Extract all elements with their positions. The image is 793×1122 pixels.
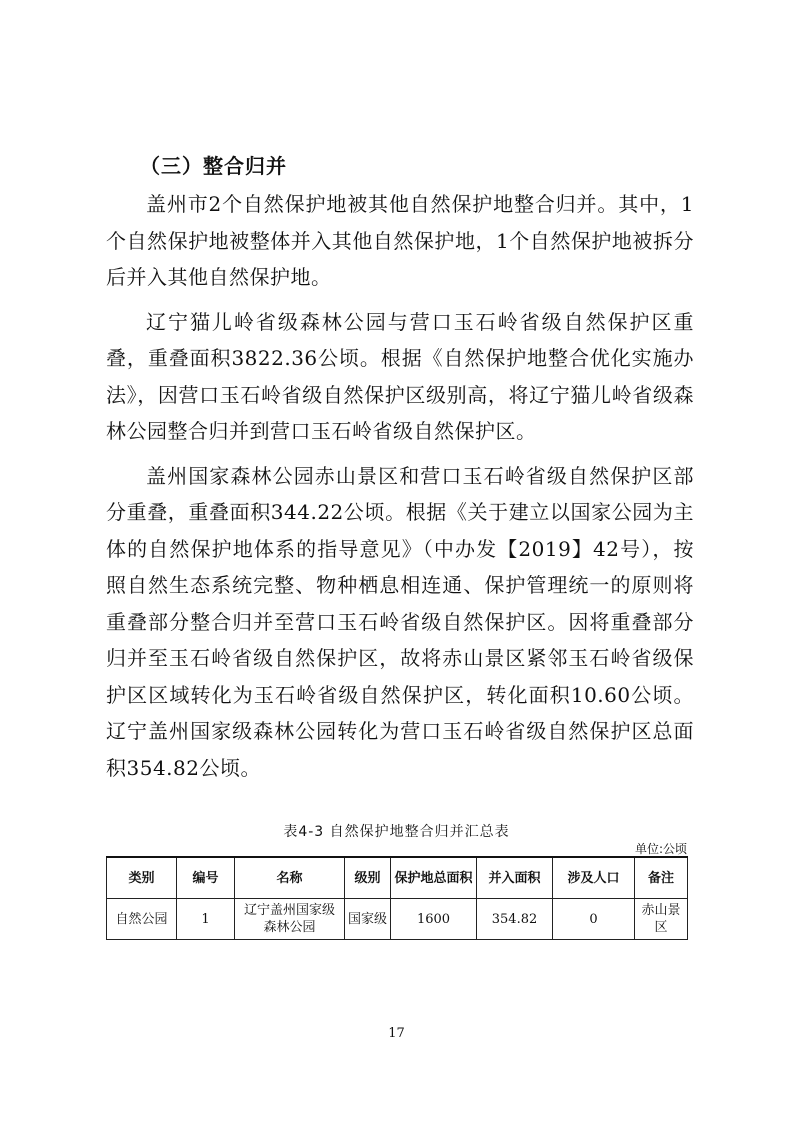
paragraph-1: 盖州市2个自然保护地被其他自然保护地整合归并。其中，1个自然保护地被整体并入其他自然保护地，1个自然保护地被拆分后并入其他自然保护地。: [106, 192, 694, 289]
table-header-row: [107, 857, 688, 899]
summary-table: [106, 856, 688, 940]
section-heading: （三）整合归并: [140, 154, 287, 178]
header-merged-area: 并入面积: [477, 857, 553, 899]
paragraph-2: 辽宁猫儿岭省级森林公园与营口玉石岭省级自然保护区重叠，重叠面积3822.36公顷。根据《自然保护地整合优化实施办法》，因营口玉石岭省级自然保护区级别高，将辽宁猫儿岭省级森林公园整合归并到营口玉石岭省级自然保护区。: [106, 309, 694, 443]
cell-population: 0: [553, 899, 635, 940]
cell-remarks: 赤山景区: [635, 899, 688, 940]
table-caption: 表4-3 自然保护地整合归并汇总表: [283, 824, 510, 840]
header-population: 涉及人口: [553, 857, 635, 899]
table-row: [107, 899, 688, 940]
header-name: 名称: [235, 857, 345, 899]
cell-category: 自然公园: [107, 899, 177, 940]
page-number: 17: [388, 1026, 405, 1041]
body-text: [106, 186, 694, 794]
paragraph-3: 盖州国家森林公园赤山景区和营口玉石岭省级自然保护区部分重叠，重叠面积344.22公顷。根据《关于建立以国家公园为主体的自然保护地体系的指导意见》（中办发【2019】42号），按照自然生态系统完整、物种栖息相连通、保护管理统一的原则将重叠部分整合归并至营口玉石岭省级自然保护区。因将重叠部分归并至玉石岭省级自然保护区，故将赤山景区紧邻玉石岭省级保护区区域转化为玉石岭省级自然保护区，转化面积10.60公顷。辽宁盖州国家级森林公园转化为营口玉石岭省级自然保护区总面积354.82公顷。: [106, 463, 694, 780]
cell-total-area: 1600: [391, 899, 477, 940]
header-remarks: 备注: [635, 857, 688, 899]
cell-merged-area: 354.82: [477, 899, 553, 940]
header-number: 编号: [177, 857, 235, 899]
cell-number: 1: [177, 899, 235, 940]
header-total-area: 保护地总面积: [391, 857, 477, 899]
header-category: 类别: [107, 857, 177, 899]
cell-name: 辽宁盖州国家级森林公园: [235, 899, 345, 940]
cell-level: 国家级: [345, 899, 391, 940]
header-level: 级别: [345, 857, 391, 899]
table-unit-note: 单位:公顷: [634, 842, 687, 856]
